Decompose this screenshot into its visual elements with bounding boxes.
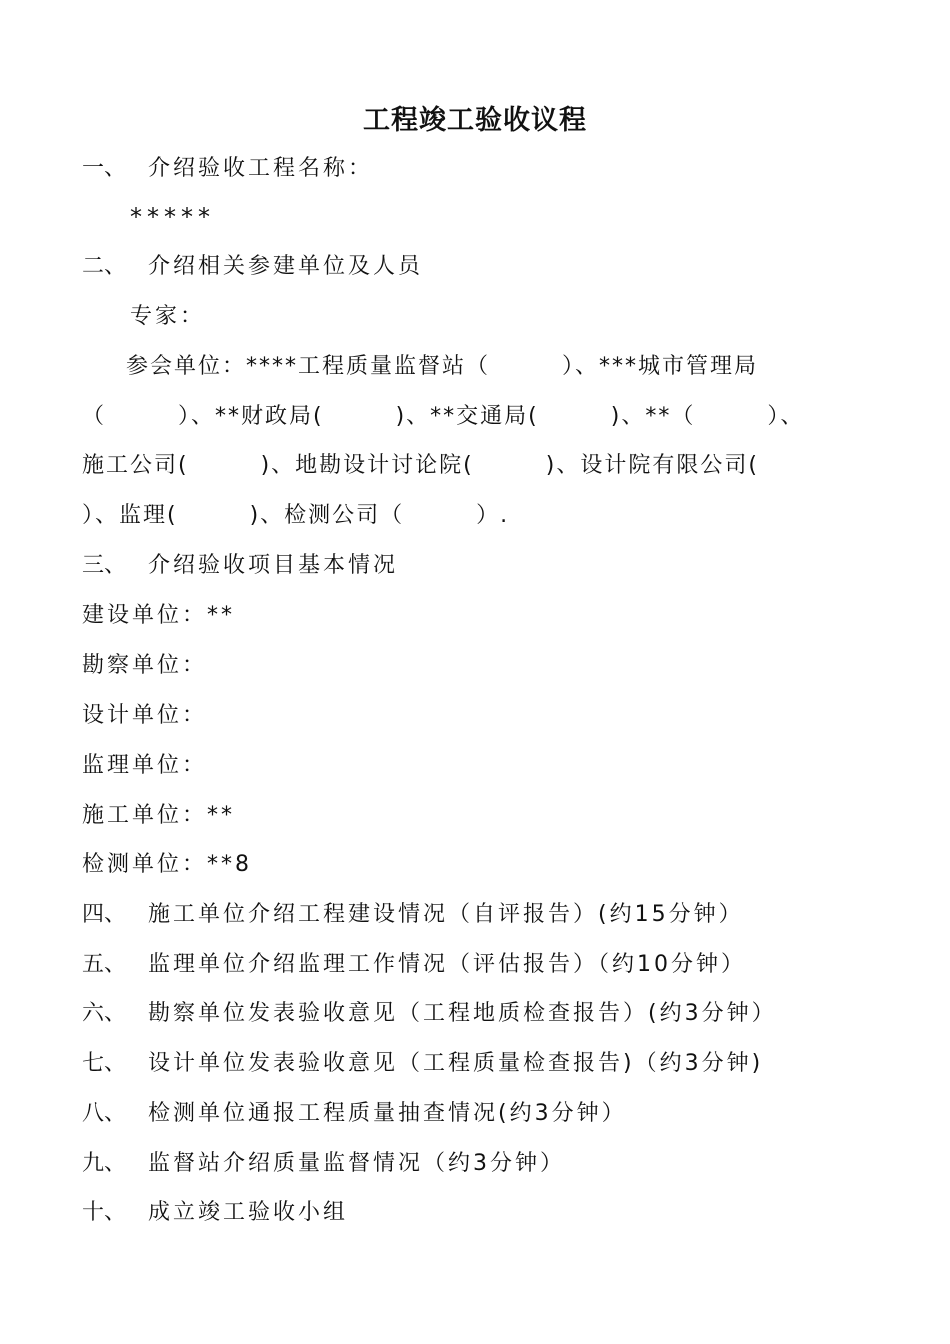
section-number: 四、 xyxy=(82,902,127,927)
experts-label: 专家： xyxy=(130,304,206,329)
unit-label: 监理单位： xyxy=(82,753,208,778)
agenda-item xyxy=(82,1049,763,1079)
agenda-item xyxy=(82,1099,627,1129)
section-number: 一、 xyxy=(82,156,127,181)
section-text: 监督站介绍质量监督情况（约3分钟） xyxy=(148,1151,565,1176)
section-number: 五、 xyxy=(82,952,127,977)
unit-label: 施工单位： xyxy=(82,803,208,828)
unit-row xyxy=(82,651,207,681)
participants-line-3: 施工公司( )、地勘设计讨论院( )、设计院有限公司( xyxy=(82,453,759,478)
unit-row xyxy=(82,601,235,631)
section-text: 介绍相关参建单位及人员 xyxy=(148,254,424,279)
section-number: 六、 xyxy=(82,1001,127,1026)
agenda-item xyxy=(82,1149,565,1179)
section-text: 介绍验收项目基本情况 xyxy=(148,553,399,578)
unit-row xyxy=(82,701,207,731)
unit-label: 设计单位： xyxy=(82,703,208,728)
participants-line-2: （ ）、**财政局( )、**交通局( )、**（ ）、 xyxy=(82,404,805,429)
section-text: 成立竣工验收小组 xyxy=(148,1200,349,1225)
section-number: 十、 xyxy=(82,1200,127,1225)
section-text: 勘察单位发表验收意见（工程地质检查报告）(约3分钟） xyxy=(148,1001,777,1026)
unit-label: 检测单位： xyxy=(82,852,208,877)
agenda-item xyxy=(82,1198,348,1228)
unit-label: 建设单位： xyxy=(82,603,208,628)
agenda-item xyxy=(82,900,744,930)
section-number: 三、 xyxy=(82,553,127,578)
unit-value: ** xyxy=(207,803,236,828)
participants-line-4: ）、监理( )、检测公司（ ）. xyxy=(82,503,510,528)
unit-row xyxy=(82,801,235,831)
section-text: 施工单位介绍工程建设情况（自评报告）(约15分钟） xyxy=(148,902,744,927)
project-name-value: ***** xyxy=(130,203,215,231)
section-text: 介绍验收工程名称： xyxy=(148,156,374,181)
section-2 xyxy=(82,252,423,282)
section-text: 设计单位发表验收意见（工程质量检查报告)（约3分钟) xyxy=(148,1051,764,1076)
participants-line-1: 参会单位：****工程质量监督站（ ）、***城市管理局 xyxy=(126,354,759,379)
section-1 xyxy=(82,154,373,184)
section-number: 九、 xyxy=(82,1151,127,1176)
section-number: 二、 xyxy=(82,254,127,279)
section-number: 七、 xyxy=(82,1051,127,1076)
unit-row xyxy=(82,751,207,781)
unit-value: ** xyxy=(207,603,236,628)
section-text: 检测单位通报工程质量抽查情况(约3分钟） xyxy=(148,1101,627,1126)
section-3 xyxy=(82,551,398,581)
document-title: 工程竣工验收议程 xyxy=(363,105,587,136)
section-number: 八、 xyxy=(82,1101,127,1126)
unit-value: **8 xyxy=(207,852,253,877)
unit-row xyxy=(82,850,252,880)
agenda-item xyxy=(82,950,746,980)
section-text: 监理单位介绍监理工作情况（评估报告）（约10分钟） xyxy=(148,952,746,977)
unit-label: 勘察单位： xyxy=(82,653,208,678)
agenda-item xyxy=(82,999,777,1029)
